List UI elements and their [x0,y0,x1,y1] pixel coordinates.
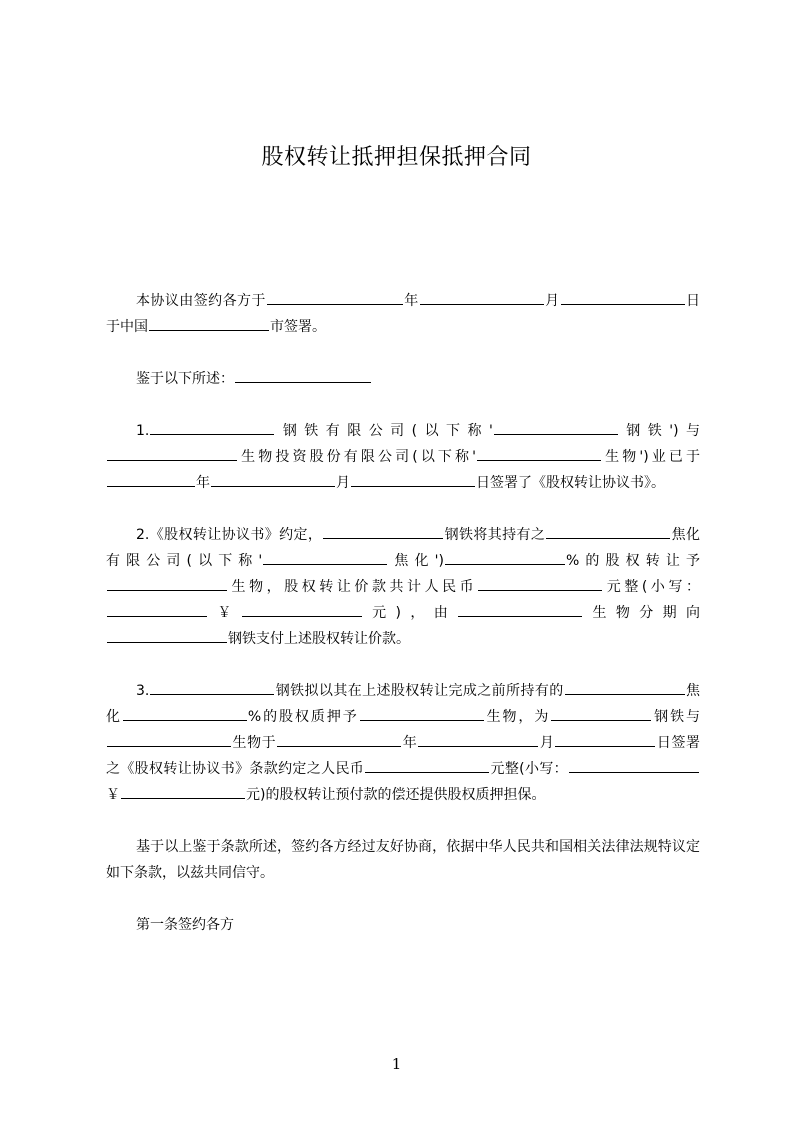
blank-line [561,289,685,305]
text-run: 年 [402,735,418,751]
text-run: 焦化有限公司(以下称' [106,527,701,569]
blank-line [445,549,565,565]
text-run: 元)的股权转让预付款的偿还提供股权质押担保。 [246,787,546,803]
document-title: 股权转让抵押担保抵押合同 [261,145,532,170]
text-run: 钢铁与 [652,709,701,725]
text-run: 元整(小写： [490,761,569,777]
blank-line [121,783,245,799]
text-run: 钢铁')与 [618,423,701,439]
blank-line [107,471,195,487]
document-body [106,288,700,938]
text-run: 鉴于以下所述： [136,371,234,387]
text-run: 生物分期向 [583,605,701,621]
blank-line [242,601,362,617]
blank-line [150,419,274,435]
preamble-conclusion: 基于以上鉴于条款所述，签约各方经过友好协商，依据中华人民共和国相关法律法规特议定如下条款，以兹共同信守。 [106,839,700,881]
text-run: 年 [403,293,419,309]
paragraph-gap [106,652,700,678]
blank-line [235,367,371,383]
text-run: 元)，由 [362,605,458,621]
blank-line [123,705,247,721]
blank-line [263,549,387,565]
text-run: 生物，为 [484,709,551,725]
text-run: 1. [136,423,150,439]
signing-paragraph [106,288,700,340]
blank-line [107,731,231,747]
blank-line [546,523,670,539]
text-run: 本协议由签约各方于 [136,293,266,309]
blank-line [458,601,582,617]
recital-1 [106,418,700,496]
blank-line [478,575,602,591]
text-run: 生物，股权转让价款共计人民币 [228,579,478,595]
text-run: 生物于 [232,735,277,751]
blank-line [149,315,269,331]
blank-line [360,705,484,721]
article-1-heading: 第一条签约各方 [136,917,234,933]
recitals-heading [106,366,700,392]
blank-line [565,679,685,695]
blank-line [277,731,401,747]
text-run: 3. [136,683,150,699]
text-run: 年 [196,475,210,491]
text-run: ￥ [106,787,120,803]
blank-line [365,757,489,773]
recital-2 [106,522,700,652]
paragraph-gap [106,886,700,912]
text-run: 日签署之《股权转让协议书》条款约定之人民币 [106,735,701,777]
blank-line [323,523,443,539]
blank-line [494,419,618,435]
blank-line [107,575,227,591]
recital-3 [106,678,700,808]
blank-line [267,289,403,305]
text-run: 钢铁将其持有之 [444,527,546,543]
paragraph-gap [106,392,700,418]
text-run: 元整(小写： [603,579,701,595]
text-run: 月 [544,293,560,309]
blank-line [107,601,207,617]
text-run: 钢铁支付上述股权转让价款。 [228,631,410,647]
text-run: 焦化') [388,553,444,569]
blank-line [107,627,227,643]
paragraph-gap [106,808,700,834]
paragraph-gap [106,496,700,522]
text-run: 焦化 [106,683,701,725]
text-run: 月 [539,735,555,751]
blank-line [420,289,544,305]
text-run: %的股权转让予 [565,553,700,569]
text-run: 日于中国 [106,293,701,335]
blank-line [150,679,274,695]
page-number: 1 [391,1055,402,1073]
text-run: 生物投资股份有限公司(以下称' [238,449,477,465]
text-run: 钢铁拟以其在上述股权转让完成之前所持有的 [275,683,564,699]
text-run: 钢铁有限公司(以下称' [275,423,493,439]
text-run: 日签署了《股权转让协议书》。 [476,475,665,491]
blank-line [418,731,538,747]
text-run: %的股权质押予 [247,709,359,725]
paragraph-gap [106,340,700,366]
blank-line [211,471,335,487]
text-run: ￥ [208,605,241,621]
text-run: 月 [336,475,350,491]
blank-line [569,757,699,773]
blank-line [551,705,651,721]
blank-line [555,731,655,747]
blank-line [107,445,237,461]
text-run: 生物')业已于 [602,449,701,465]
blank-line [477,445,601,461]
text-run: 市签署。 [270,319,326,335]
text-run: 2.《股权转让协议书》约定， [136,527,323,543]
blank-line [351,471,475,487]
